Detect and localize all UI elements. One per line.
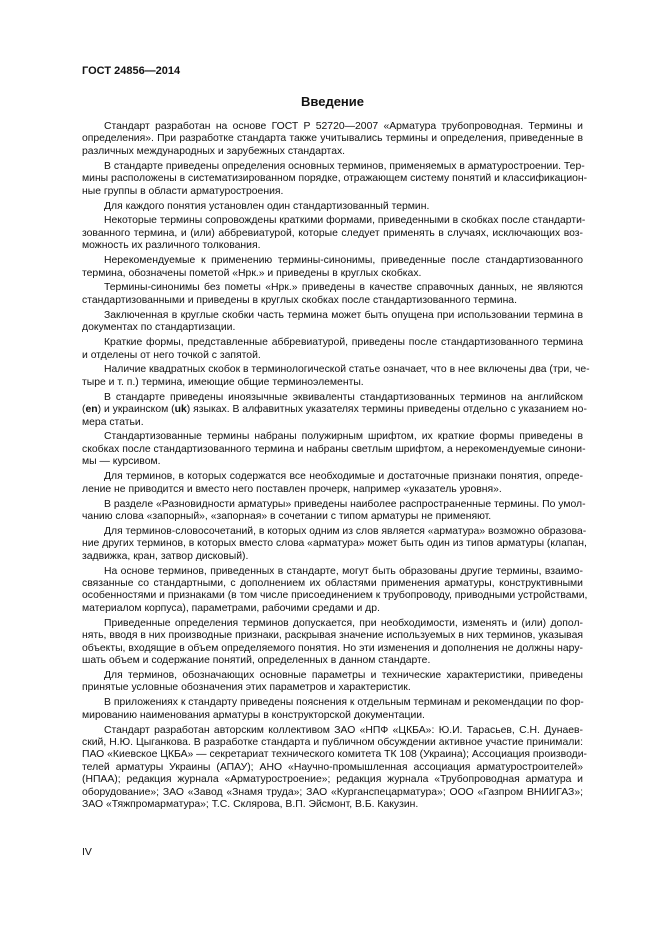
bold-text: en (85, 404, 98, 416)
text-line: мины расположены в систематизированном порядке, отражающем систему понятий и классификацион- (82, 173, 588, 185)
text-line: ЗАО «Тяжпромарматура»; Т.С. Склярова, В.П. Эйсмонт, В.Б. Какузин. (82, 799, 419, 811)
text-line: документах по стандартизации. (82, 322, 236, 334)
text-line: термина, обозначены пометой «Нрк.» и приведены в круглых скобках. (82, 267, 422, 279)
text-line: ский, Н.Ю. Цыганкова. В разработке стандарта и публичном обсуждении активное участие принимали: (82, 737, 583, 748)
text-segment: ( (82, 404, 86, 416)
section-title: Введение (301, 94, 364, 109)
paragraph (82, 310, 583, 335)
document-header: ГОСТ 24856—2014 (82, 65, 181, 77)
text-line: Некоторые термины сопровождены краткими формами, приведенными в скобках после стандарти- (104, 215, 586, 227)
text-line: На основе терминов, приведенных в стандарте, могут быть образованы другие термины, взаимо- (104, 565, 583, 577)
text-line: объекты, входящие в объем определяемого понятия. Но эти изменения и дополнения не должны нару- (82, 642, 583, 654)
paragraph (82, 282, 583, 307)
document-body (82, 121, 590, 812)
paragraph (82, 255, 583, 280)
paragraph (82, 565, 588, 616)
text-line: Стандартизованные термины набраны полужирным шрифтом, их краткие формы приведены в (104, 431, 583, 443)
text-line: Приведенные определения терминов допускается, при необходимости, изменять и (или) допол- (104, 617, 583, 629)
text-line: нять, вводя в них производные признаки, раскрывая значение используемых в них терминов, указывая (82, 630, 583, 642)
text-line: чанию слова «запорный», «запорная» в сочетании с типом арматуры не применяют. (82, 510, 492, 522)
text-line: В приложениях к стандарту приведены пояснения к отдельным терминам и рекомендации по фор- (104, 697, 584, 709)
paragraph (82, 697, 583, 722)
text-line: Для терминов, в которых содержатся все необходимые и достаточные признаки понятия, опреде- (104, 471, 583, 483)
paragraph (82, 670, 583, 695)
text-line: ные группы в области арматуростроения. (82, 185, 284, 197)
text-line: мированию наименования арматуры в конструкторской документации. (82, 709, 425, 721)
text-line: В разделе «Разновидности арматуры» приведены наиболее распространенные термины. По умол- (104, 498, 586, 510)
paragraph (82, 337, 583, 362)
paragraph (82, 724, 587, 812)
text-line: мы — курсивом. (82, 456, 161, 468)
text-line: ПАО «Киевское ЦКБА» — секретариат технического комитета ТК 108 (Украина); Ассоциация производи- (82, 749, 587, 761)
text-line: (НПАА); редакция журнала «Арматуростроение»; редакция журнала «Трубопроводная арматура и (82, 774, 583, 786)
text-line: Стандарт разработан на основе ГОСТ Р 52720—2007 «Арматура трубопроводная. Термины и (104, 121, 583, 132)
text-line: оборудование»; ЗАО «Завод «Знамя труда»; ЗАО «Курганспецарматура»; ООО «Газпром ВНИИГАЗ»; (82, 786, 583, 798)
paragraph (82, 498, 586, 524)
text-line: Стандарт разработан авторским коллективом ЗАО «НПФ «ЦКБА»: Ю.И. Тарасьев, С.Н. Дунаев- (104, 724, 583, 736)
text-line: Наличие квадратных скобок в терминологической статье означает, что в нее включены два (три, че- (104, 364, 590, 376)
text-line: скобках после стандартизованного термина и набраны светлым шрифтом, а нерекомендуемые синони- (82, 443, 586, 455)
paragraph (82, 215, 586, 252)
text-line: материалом корпуса), параметрами, рабочими средами и др. (82, 602, 380, 614)
text-line: Заключенная в круглые скобки часть термина может быть опущена при использовании термина в (104, 309, 583, 321)
text-line: шать объем и содержание понятий, определенных в данном стандарте. (82, 655, 431, 667)
text-line: и отделены от него точкой с запятой. (82, 349, 261, 361)
text-line: ление не приводится и вместо него поставлен прочерк, например «указатель уровня». (82, 483, 502, 495)
text-line (82, 404, 587, 416)
text-line: Нерекомендуемые к применению термины-синонимы, приведенные после стандартизованного (104, 255, 583, 267)
text-line: В стандарте приведены определения основных терминов, применяемых в арматуростроении. Тер- (104, 160, 585, 172)
text-line: телей арматуры Украины (АПАУ); АНО «Научно-промышленная ассоциация арматуростроителей» (82, 761, 583, 773)
text-line: стандартизованными и приведены в круглых скобках после стандартизованного термина. (82, 294, 517, 306)
text-line: связанные со стандартными, с дополнением их областями применения арматуры, конструктивными (82, 578, 583, 589)
paragraph (82, 201, 583, 213)
bold-text: uk (174, 404, 187, 416)
page-number: IV (82, 846, 92, 858)
text-line: особенностями и признаками (в том числе присоединением к трубопроводу, приводными устройствами, (82, 590, 588, 602)
text-line: тыре и т. п.) термина, имеющие общие терминоэлементы. (82, 376, 364, 388)
paragraph (82, 121, 583, 158)
text-line: различных международных и зарубежных стандартах. (82, 145, 346, 157)
paragraph (82, 471, 583, 496)
paragraph (82, 364, 590, 389)
paragraph (82, 391, 587, 429)
text-line: мера статьи. (82, 416, 144, 428)
text-line: можность их различного толкования. (82, 240, 261, 252)
text-line: определения». При разработке стандарта также учитывались термины и определения, приведенные в (82, 133, 583, 145)
text-line: принятые условные обозначения этих параметров и характеристик. (82, 682, 411, 694)
text-line: зованного термина, и (или) аббревиатурой, которые следует применять в случаях, исключающих воз- (82, 227, 583, 239)
paragraph (82, 431, 586, 468)
paragraph (82, 525, 587, 563)
text-line: Термины-синонимы без пометы «Нрк.» приведены в качестве справочных данных, не являются (104, 282, 583, 294)
text-line: ние других терминов, в которых вместо слова «арматура» может быть один из типов арматуры (клапан, (82, 538, 587, 550)
text-line: задвижка, кран, затвор дисковый). (82, 550, 249, 562)
text-line: Краткие формы, представленные аббревиатурой, приведены после стандартизованного термина (104, 337, 583, 349)
text-line: Для терминов-словосочетаний, в которых одним из слов является «арматура» возможно образова- (104, 525, 587, 537)
text-line: Для терминов, обозначающих основные параметры и технические характеристики, приведены (104, 669, 583, 681)
text-line: В стандарте приведены иноязычные эквиваленты стандартизованных терминов на английском (104, 391, 583, 403)
text-line: Для каждого понятия установлен один стандартизованный термин. (104, 200, 430, 212)
paragraph (82, 160, 588, 198)
text-segment: ) языках. В алфавитных указателях термины приведены отдельно с указанием но- (186, 404, 587, 416)
text-segment: ) и украинском ( (97, 404, 175, 416)
paragraph (82, 618, 583, 668)
